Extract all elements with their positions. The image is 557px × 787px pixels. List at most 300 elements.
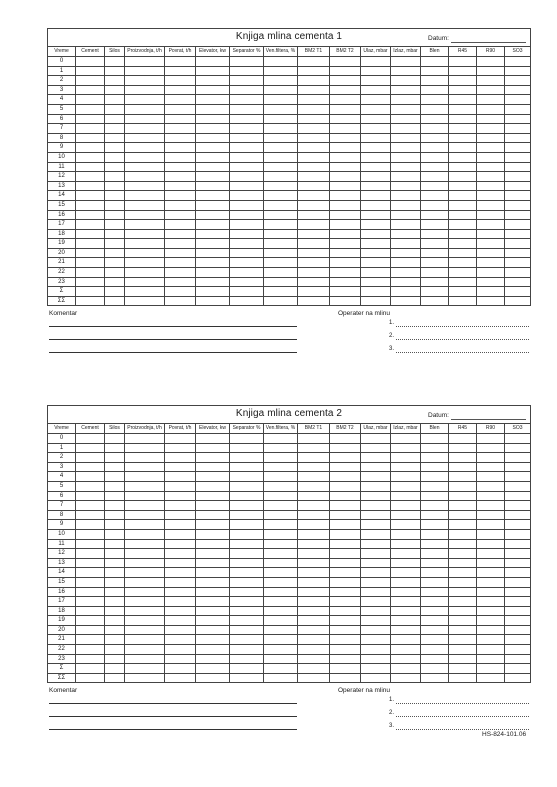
entry-cell[interactable]: [330, 133, 361, 143]
entry-cell[interactable]: [361, 625, 391, 635]
entry-cell[interactable]: [165, 491, 196, 501]
entry-cell[interactable]: [105, 654, 125, 664]
entry-cell[interactable]: [76, 549, 105, 559]
entry-cell[interactable]: [477, 625, 505, 635]
entry-cell[interactable]: [361, 57, 391, 67]
entry-cell[interactable]: [505, 491, 531, 501]
entry-cell[interactable]: [391, 172, 421, 182]
entry-cell[interactable]: [391, 568, 421, 578]
entry-cell[interactable]: [76, 104, 105, 114]
entry-cell[interactable]: [264, 491, 298, 501]
entry-cell[interactable]: [230, 654, 264, 664]
entry-cell[interactable]: [391, 434, 421, 444]
entry-cell[interactable]: [330, 434, 361, 444]
entry-cell[interactable]: [196, 673, 230, 683]
entry-cell[interactable]: [391, 95, 421, 105]
entry-cell[interactable]: [449, 104, 477, 114]
entry-cell[interactable]: [125, 577, 165, 587]
entry-cell[interactable]: [76, 568, 105, 578]
entry-cell[interactable]: [165, 510, 196, 520]
entry-cell[interactable]: [421, 510, 449, 520]
entry-cell[interactable]: [76, 76, 105, 86]
entry-cell[interactable]: [230, 577, 264, 587]
entry-cell[interactable]: [421, 229, 449, 239]
entry-cell[interactable]: [477, 277, 505, 287]
entry-cell[interactable]: [361, 654, 391, 664]
entry-cell[interactable]: [125, 248, 165, 258]
entry-cell[interactable]: [449, 57, 477, 67]
entry-cell[interactable]: [230, 258, 264, 268]
entry-cell[interactable]: [477, 577, 505, 587]
entry-cell[interactable]: [125, 654, 165, 664]
entry-cell[interactable]: [76, 57, 105, 67]
entry-cell[interactable]: [165, 104, 196, 114]
entry-cell[interactable]: [477, 268, 505, 278]
entry-cell[interactable]: [361, 104, 391, 114]
entry-cell[interactable]: [264, 529, 298, 539]
entry-cell[interactable]: [449, 625, 477, 635]
entry-cell[interactable]: [298, 239, 330, 249]
entry-cell[interactable]: [421, 654, 449, 664]
entry-cell[interactable]: [505, 114, 531, 124]
entry-cell[interactable]: [421, 577, 449, 587]
entry-cell[interactable]: [125, 133, 165, 143]
entry-cell[interactable]: [264, 472, 298, 482]
entry-cell[interactable]: [505, 133, 531, 143]
entry-cell[interactable]: [477, 200, 505, 210]
entry-cell[interactable]: [105, 549, 125, 559]
entry-cell[interactable]: [449, 434, 477, 444]
entry-cell[interactable]: [105, 239, 125, 249]
entry-cell[interactable]: [264, 143, 298, 153]
entry-cell[interactable]: [125, 597, 165, 607]
entry-cell[interactable]: [165, 654, 196, 664]
entry-cell[interactable]: [264, 210, 298, 220]
entry-cell[interactable]: [125, 501, 165, 511]
entry-cell[interactable]: [105, 287, 125, 297]
entry-cell[interactable]: [330, 443, 361, 453]
entry-cell[interactable]: [165, 277, 196, 287]
entry-cell[interactable]: [421, 143, 449, 153]
entry-cell[interactable]: [165, 481, 196, 491]
entry-cell[interactable]: [505, 625, 531, 635]
entry-cell[interactable]: [505, 239, 531, 249]
entry-cell[interactable]: [449, 162, 477, 172]
entry-cell[interactable]: [449, 616, 477, 626]
entry-cell[interactable]: [505, 635, 531, 645]
entry-cell[interactable]: [125, 229, 165, 239]
entry-cell[interactable]: [391, 220, 421, 230]
entry-cell[interactable]: [449, 453, 477, 463]
entry-cell[interactable]: [505, 606, 531, 616]
entry-cell[interactable]: [330, 462, 361, 472]
entry-cell[interactable]: [264, 162, 298, 172]
entry-cell[interactable]: [264, 568, 298, 578]
entry-cell[interactable]: [391, 277, 421, 287]
entry-cell[interactable]: [361, 606, 391, 616]
entry-cell[interactable]: [477, 210, 505, 220]
entry-cell[interactable]: [505, 616, 531, 626]
entry-cell[interactable]: [298, 645, 330, 655]
entry-cell[interactable]: [298, 152, 330, 162]
entry-cell[interactable]: [165, 268, 196, 278]
entry-cell[interactable]: [264, 66, 298, 76]
entry-cell[interactable]: [264, 654, 298, 664]
entry-cell[interactable]: [125, 200, 165, 210]
entry-cell[interactable]: [264, 558, 298, 568]
entry-cell[interactable]: [105, 520, 125, 530]
entry-cell[interactable]: [391, 57, 421, 67]
entry-cell[interactable]: [264, 606, 298, 616]
entry-cell[interactable]: [330, 66, 361, 76]
entry-cell[interactable]: [196, 239, 230, 249]
entry-cell[interactable]: [105, 453, 125, 463]
entry-cell[interactable]: [421, 57, 449, 67]
entry-cell[interactable]: [421, 673, 449, 683]
entry-cell[interactable]: [505, 268, 531, 278]
entry-cell[interactable]: [264, 296, 298, 306]
entry-cell[interactable]: [125, 635, 165, 645]
entry-cell[interactable]: [361, 539, 391, 549]
entry-cell[interactable]: [361, 635, 391, 645]
entry-cell[interactable]: [421, 664, 449, 674]
entry-cell[interactable]: [76, 434, 105, 444]
entry-cell[interactable]: [298, 248, 330, 258]
entry-cell[interactable]: [125, 162, 165, 172]
entry-cell[interactable]: [421, 462, 449, 472]
entry-cell[interactable]: [361, 501, 391, 511]
entry-cell[interactable]: [230, 529, 264, 539]
entry-cell[interactable]: [125, 491, 165, 501]
entry-cell[interactable]: [449, 181, 477, 191]
entry-cell[interactable]: [196, 200, 230, 210]
entry-cell[interactable]: [477, 239, 505, 249]
entry-cell[interactable]: [76, 220, 105, 230]
entry-cell[interactable]: [165, 133, 196, 143]
entry-cell[interactable]: [76, 296, 105, 306]
entry-cell[interactable]: [361, 277, 391, 287]
entry-cell[interactable]: [505, 66, 531, 76]
entry-cell[interactable]: [298, 287, 330, 297]
entry-cell[interactable]: [391, 85, 421, 95]
entry-cell[interactable]: [505, 172, 531, 182]
entry-cell[interactable]: [449, 200, 477, 210]
entry-cell[interactable]: [298, 220, 330, 230]
entry-cell[interactable]: [125, 104, 165, 114]
entry-cell[interactable]: [125, 114, 165, 124]
entry-cell[interactable]: [165, 443, 196, 453]
entry-cell[interactable]: [421, 529, 449, 539]
entry-cell[interactable]: [230, 481, 264, 491]
entry-cell[interactable]: [391, 539, 421, 549]
entry-cell[interactable]: [449, 443, 477, 453]
entry-cell[interactable]: [105, 625, 125, 635]
entry-cell[interactable]: [76, 443, 105, 453]
entry-cell[interactable]: [361, 472, 391, 482]
entry-cell[interactable]: [125, 606, 165, 616]
entry-cell[interactable]: [76, 191, 105, 201]
entry-cell[interactable]: [105, 597, 125, 607]
entry-cell[interactable]: [391, 191, 421, 201]
entry-cell[interactable]: [264, 443, 298, 453]
entry-cell[interactable]: [196, 577, 230, 587]
entry-cell[interactable]: [196, 277, 230, 287]
entry-cell[interactable]: [264, 462, 298, 472]
entry-cell[interactable]: [330, 568, 361, 578]
entry-cell[interactable]: [165, 529, 196, 539]
entry-cell[interactable]: [165, 172, 196, 182]
entry-cell[interactable]: [230, 172, 264, 182]
entry-cell[interactable]: [391, 229, 421, 239]
entry-cell[interactable]: [165, 462, 196, 472]
entry-cell[interactable]: [230, 587, 264, 597]
entry-cell[interactable]: [505, 453, 531, 463]
entry-cell[interactable]: [477, 472, 505, 482]
entry-cell[interactable]: [449, 85, 477, 95]
entry-cell[interactable]: [298, 229, 330, 239]
entry-cell[interactable]: [361, 287, 391, 297]
entry-cell[interactable]: [361, 673, 391, 683]
entry-cell[interactable]: [477, 529, 505, 539]
entry-cell[interactable]: [165, 239, 196, 249]
entry-cell[interactable]: [196, 434, 230, 444]
entry-cell[interactable]: [330, 549, 361, 559]
entry-cell[interactable]: [361, 577, 391, 587]
entry-cell[interactable]: [76, 95, 105, 105]
entry-cell[interactable]: [330, 296, 361, 306]
entry-cell[interactable]: [505, 296, 531, 306]
entry-cell[interactable]: [361, 133, 391, 143]
entry-cell[interactable]: [76, 229, 105, 239]
entry-cell[interactable]: [421, 491, 449, 501]
entry-cell[interactable]: [391, 673, 421, 683]
entry-cell[interactable]: [361, 114, 391, 124]
entry-cell[interactable]: [230, 152, 264, 162]
entry-cell[interactable]: [165, 229, 196, 239]
entry-cell[interactable]: [125, 124, 165, 134]
entry-cell[interactable]: [165, 181, 196, 191]
entry-cell[interactable]: [105, 258, 125, 268]
entry-cell[interactable]: [421, 191, 449, 201]
entry-cell[interactable]: [391, 587, 421, 597]
entry-cell[interactable]: [330, 606, 361, 616]
entry-cell[interactable]: [105, 200, 125, 210]
entry-cell[interactable]: [196, 66, 230, 76]
entry-cell[interactable]: [391, 654, 421, 664]
entry-cell[interactable]: [298, 124, 330, 134]
entry-cell[interactable]: [391, 296, 421, 306]
entry-cell[interactable]: [505, 462, 531, 472]
entry-cell[interactable]: [361, 143, 391, 153]
entry-cell[interactable]: [76, 510, 105, 520]
entry-cell[interactable]: [105, 133, 125, 143]
entry-cell[interactable]: [298, 664, 330, 674]
entry-cell[interactable]: [165, 57, 196, 67]
entry-cell[interactable]: [477, 462, 505, 472]
entry-cell[interactable]: [449, 277, 477, 287]
entry-cell[interactable]: [361, 258, 391, 268]
entry-cell[interactable]: [125, 549, 165, 559]
entry-cell[interactable]: [391, 529, 421, 539]
entry-cell[interactable]: [298, 76, 330, 86]
entry-cell[interactable]: [505, 577, 531, 587]
entry-cell[interactable]: [298, 434, 330, 444]
entry-cell[interactable]: [449, 539, 477, 549]
entry-cell[interactable]: [165, 162, 196, 172]
entry-cell[interactable]: [421, 66, 449, 76]
entry-cell[interactable]: [298, 549, 330, 559]
entry-cell[interactable]: [505, 229, 531, 239]
entry-cell[interactable]: [391, 268, 421, 278]
entry-cell[interactable]: [330, 539, 361, 549]
entry-cell[interactable]: [298, 472, 330, 482]
entry-cell[interactable]: [330, 268, 361, 278]
entry-cell[interactable]: [125, 181, 165, 191]
entry-cell[interactable]: [196, 645, 230, 655]
entry-cell[interactable]: [361, 491, 391, 501]
entry-cell[interactable]: [264, 76, 298, 86]
entry-cell[interactable]: [361, 239, 391, 249]
entry-cell[interactable]: [298, 181, 330, 191]
entry-cell[interactable]: [125, 616, 165, 626]
entry-cell[interactable]: [165, 549, 196, 559]
entry-cell[interactable]: [477, 114, 505, 124]
entry-cell[interactable]: [391, 104, 421, 114]
entry-cell[interactable]: [391, 520, 421, 530]
entry-cell[interactable]: [125, 587, 165, 597]
entry-cell[interactable]: [76, 114, 105, 124]
entry-cell[interactable]: [165, 673, 196, 683]
entry-cell[interactable]: [230, 501, 264, 511]
entry-cell[interactable]: [449, 462, 477, 472]
entry-cell[interactable]: [76, 462, 105, 472]
entry-cell[interactable]: [477, 95, 505, 105]
entry-cell[interactable]: [125, 453, 165, 463]
entry-cell[interactable]: [196, 501, 230, 511]
entry-cell[interactable]: [361, 529, 391, 539]
entry-cell[interactable]: [330, 104, 361, 114]
entry-cell[interactable]: [421, 287, 449, 297]
entry-cell[interactable]: [264, 200, 298, 210]
entry-cell[interactable]: [391, 248, 421, 258]
entry-cell[interactable]: [125, 296, 165, 306]
entry-cell[interactable]: [505, 520, 531, 530]
comment-line[interactable]: [49, 326, 297, 327]
entry-cell[interactable]: [76, 277, 105, 287]
entry-cell[interactable]: [196, 258, 230, 268]
entry-cell[interactable]: [505, 443, 531, 453]
entry-cell[interactable]: [505, 529, 531, 539]
entry-cell[interactable]: [477, 645, 505, 655]
entry-cell[interactable]: [449, 510, 477, 520]
comment-line[interactable]: [49, 703, 297, 704]
entry-cell[interactable]: [264, 287, 298, 297]
entry-cell[interactable]: [421, 558, 449, 568]
entry-cell[interactable]: [196, 539, 230, 549]
entry-cell[interactable]: [230, 673, 264, 683]
entry-cell[interactable]: [477, 664, 505, 674]
entry-cell[interactable]: [421, 210, 449, 220]
entry-cell[interactable]: [165, 287, 196, 297]
entry-cell[interactable]: [230, 239, 264, 249]
entry-cell[interactable]: [505, 152, 531, 162]
entry-cell[interactable]: [449, 645, 477, 655]
entry-cell[interactable]: [391, 481, 421, 491]
entry-cell[interactable]: [361, 510, 391, 520]
entry-cell[interactable]: [125, 152, 165, 162]
entry-cell[interactable]: [330, 654, 361, 664]
entry-cell[interactable]: [505, 481, 531, 491]
entry-cell[interactable]: [477, 673, 505, 683]
entry-cell[interactable]: [449, 549, 477, 559]
entry-cell[interactable]: [449, 229, 477, 239]
entry-cell[interactable]: [391, 258, 421, 268]
entry-cell[interactable]: [421, 124, 449, 134]
entry-cell[interactable]: [105, 229, 125, 239]
entry-cell[interactable]: [505, 76, 531, 86]
entry-cell[interactable]: [391, 664, 421, 674]
entry-cell[interactable]: [125, 481, 165, 491]
entry-cell[interactable]: [230, 558, 264, 568]
entry-cell[interactable]: [230, 220, 264, 230]
entry-cell[interactable]: [264, 248, 298, 258]
entry-cell[interactable]: [76, 143, 105, 153]
entry-cell[interactable]: [125, 210, 165, 220]
entry-cell[interactable]: [421, 501, 449, 511]
entry-cell[interactable]: [165, 76, 196, 86]
entry-cell[interactable]: [298, 577, 330, 587]
entry-cell[interactable]: [165, 616, 196, 626]
entry-cell[interactable]: [391, 558, 421, 568]
entry-cell[interactable]: [298, 568, 330, 578]
signature-line[interactable]: [396, 326, 529, 327]
entry-cell[interactable]: [165, 434, 196, 444]
entry-cell[interactable]: [76, 66, 105, 76]
entry-cell[interactable]: [330, 229, 361, 239]
entry-cell[interactable]: [330, 239, 361, 249]
entry-cell[interactable]: [361, 587, 391, 597]
entry-cell[interactable]: [264, 434, 298, 444]
entry-cell[interactable]: [196, 220, 230, 230]
entry-cell[interactable]: [505, 95, 531, 105]
entry-cell[interactable]: [264, 481, 298, 491]
entry-cell[interactable]: [165, 645, 196, 655]
entry-cell[interactable]: [298, 491, 330, 501]
entry-cell[interactable]: [330, 635, 361, 645]
entry-cell[interactable]: [230, 133, 264, 143]
entry-cell[interactable]: [361, 268, 391, 278]
entry-cell[interactable]: [298, 296, 330, 306]
entry-cell[interactable]: [125, 66, 165, 76]
entry-cell[interactable]: [505, 501, 531, 511]
entry-cell[interactable]: [230, 95, 264, 105]
entry-cell[interactable]: [505, 277, 531, 287]
entry-cell[interactable]: [361, 85, 391, 95]
entry-cell[interactable]: [361, 181, 391, 191]
entry-cell[interactable]: [391, 501, 421, 511]
entry-cell[interactable]: [477, 229, 505, 239]
entry-cell[interactable]: [361, 453, 391, 463]
entry-cell[interactable]: [421, 220, 449, 230]
entry-cell[interactable]: [125, 529, 165, 539]
entry-cell[interactable]: [449, 664, 477, 674]
entry-cell[interactable]: [391, 200, 421, 210]
entry-cell[interactable]: [196, 635, 230, 645]
entry-cell[interactable]: [105, 66, 125, 76]
entry-cell[interactable]: [298, 606, 330, 616]
entry-cell[interactable]: [125, 673, 165, 683]
entry-cell[interactable]: [330, 191, 361, 201]
